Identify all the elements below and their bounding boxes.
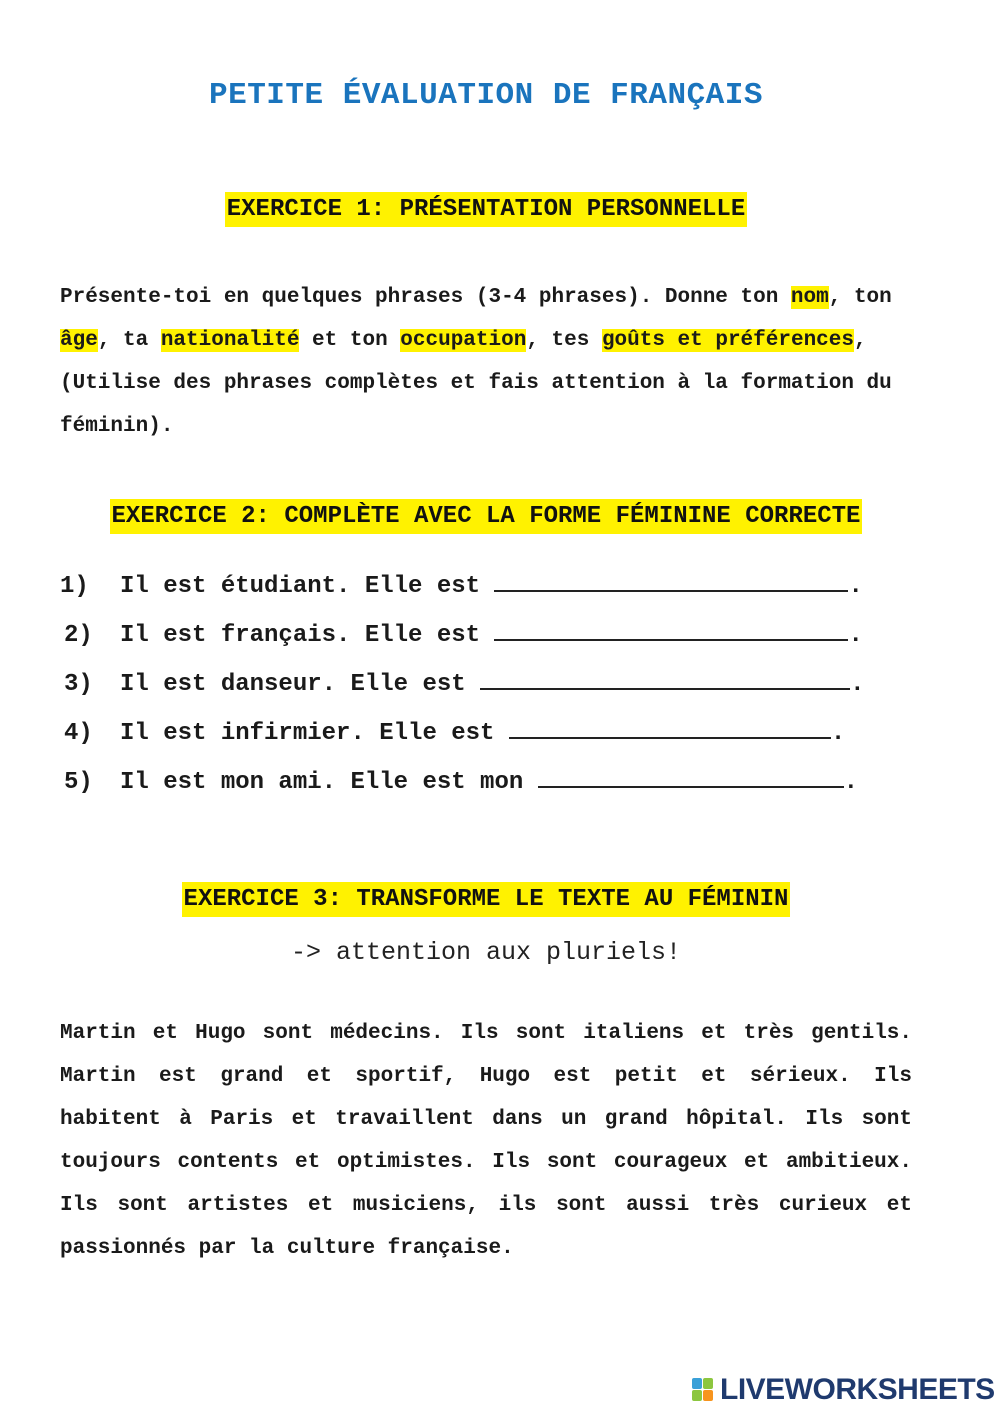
exercise-3-heading: EXERCICE 3: TRANSFORME LE TEXTE AU FÉMININ [0,886,972,913]
keyword-nationalite: nationalité [160,329,300,352]
item-period: . [843,769,859,796]
item-sentence: Il est infirmier. Elle est [120,720,509,747]
answer-blank[interactable] [509,715,831,739]
keyword-age: âge [60,329,98,352]
answer-blank[interactable] [480,666,850,690]
item-sentence: Il est danseur. Elle est [120,671,481,698]
answer-blank[interactable] [538,764,844,788]
exercise-1-heading: EXERCICE 1: PRÉSENTATION PERSONNELLE [0,196,972,223]
item-number: 5) [64,769,93,796]
item-period: . [830,720,846,747]
item-number: 2) [64,622,93,649]
list-item [64,666,864,696]
keyword-gouts-preferences: goûts et préférences [601,329,854,352]
item-number: 1) [60,573,89,600]
keyword-nom: nom [790,286,829,309]
item-period: . [848,622,863,649]
list-item [60,568,863,598]
keyword-occupation: occupation [400,329,527,352]
item-period: . [850,671,865,698]
answer-blank[interactable] [494,568,848,592]
item-number: 3) [64,671,93,698]
item-period: . [848,573,863,600]
liveworksheets-logo-icon [692,1378,714,1402]
answer-blank[interactable] [494,617,848,641]
exercise-1-instructions: Présente-toi en quelques phrases (3-4 phrases). Donne ton nom, ton âge, ta nationalité et ton occupation, tes goûts et préférences, (Utilise des phrases complètes et fais attention à la formation du féminin). [60,286,892,438]
item-sentence: Il est étudiant. Elle est [120,573,495,600]
logo-text: LIVEWORKSHEETS [720,1373,995,1406]
item-sentence: Il est français. Elle est [120,622,495,649]
exercise-3-text: Martin et Hugo sont médecins. Ils sont italiens et très gentils. Martin est grand et sportif, Hugo est petit et sérieux. Ils habitent à Paris et travaillent dans un grand hôpital. Ils sont toujours contents et optimistes. Ils sont courageux et ambitieux. Ils sont artistes et musiciens, ils sont aussi très curieux et passionnés par la culture française. [60,1022,912,1260]
page-title: PETITE ÉVALUATION DE FRANÇAIS [209,78,763,113]
liveworksheets-logo[interactable] [690,1373,995,1406]
exercise-2-heading: EXERCICE 2: COMPLÈTE AVEC LA FORME FÉMININE CORRECTE [0,503,972,530]
list-item [64,764,858,794]
list-item [64,715,845,745]
exercise-3-hint: -> attention aux pluriels! [290,938,682,967]
item-number: 4) [64,720,93,747]
item-sentence: Il est mon ami. Elle est mon [120,769,538,796]
list-item [64,617,863,647]
